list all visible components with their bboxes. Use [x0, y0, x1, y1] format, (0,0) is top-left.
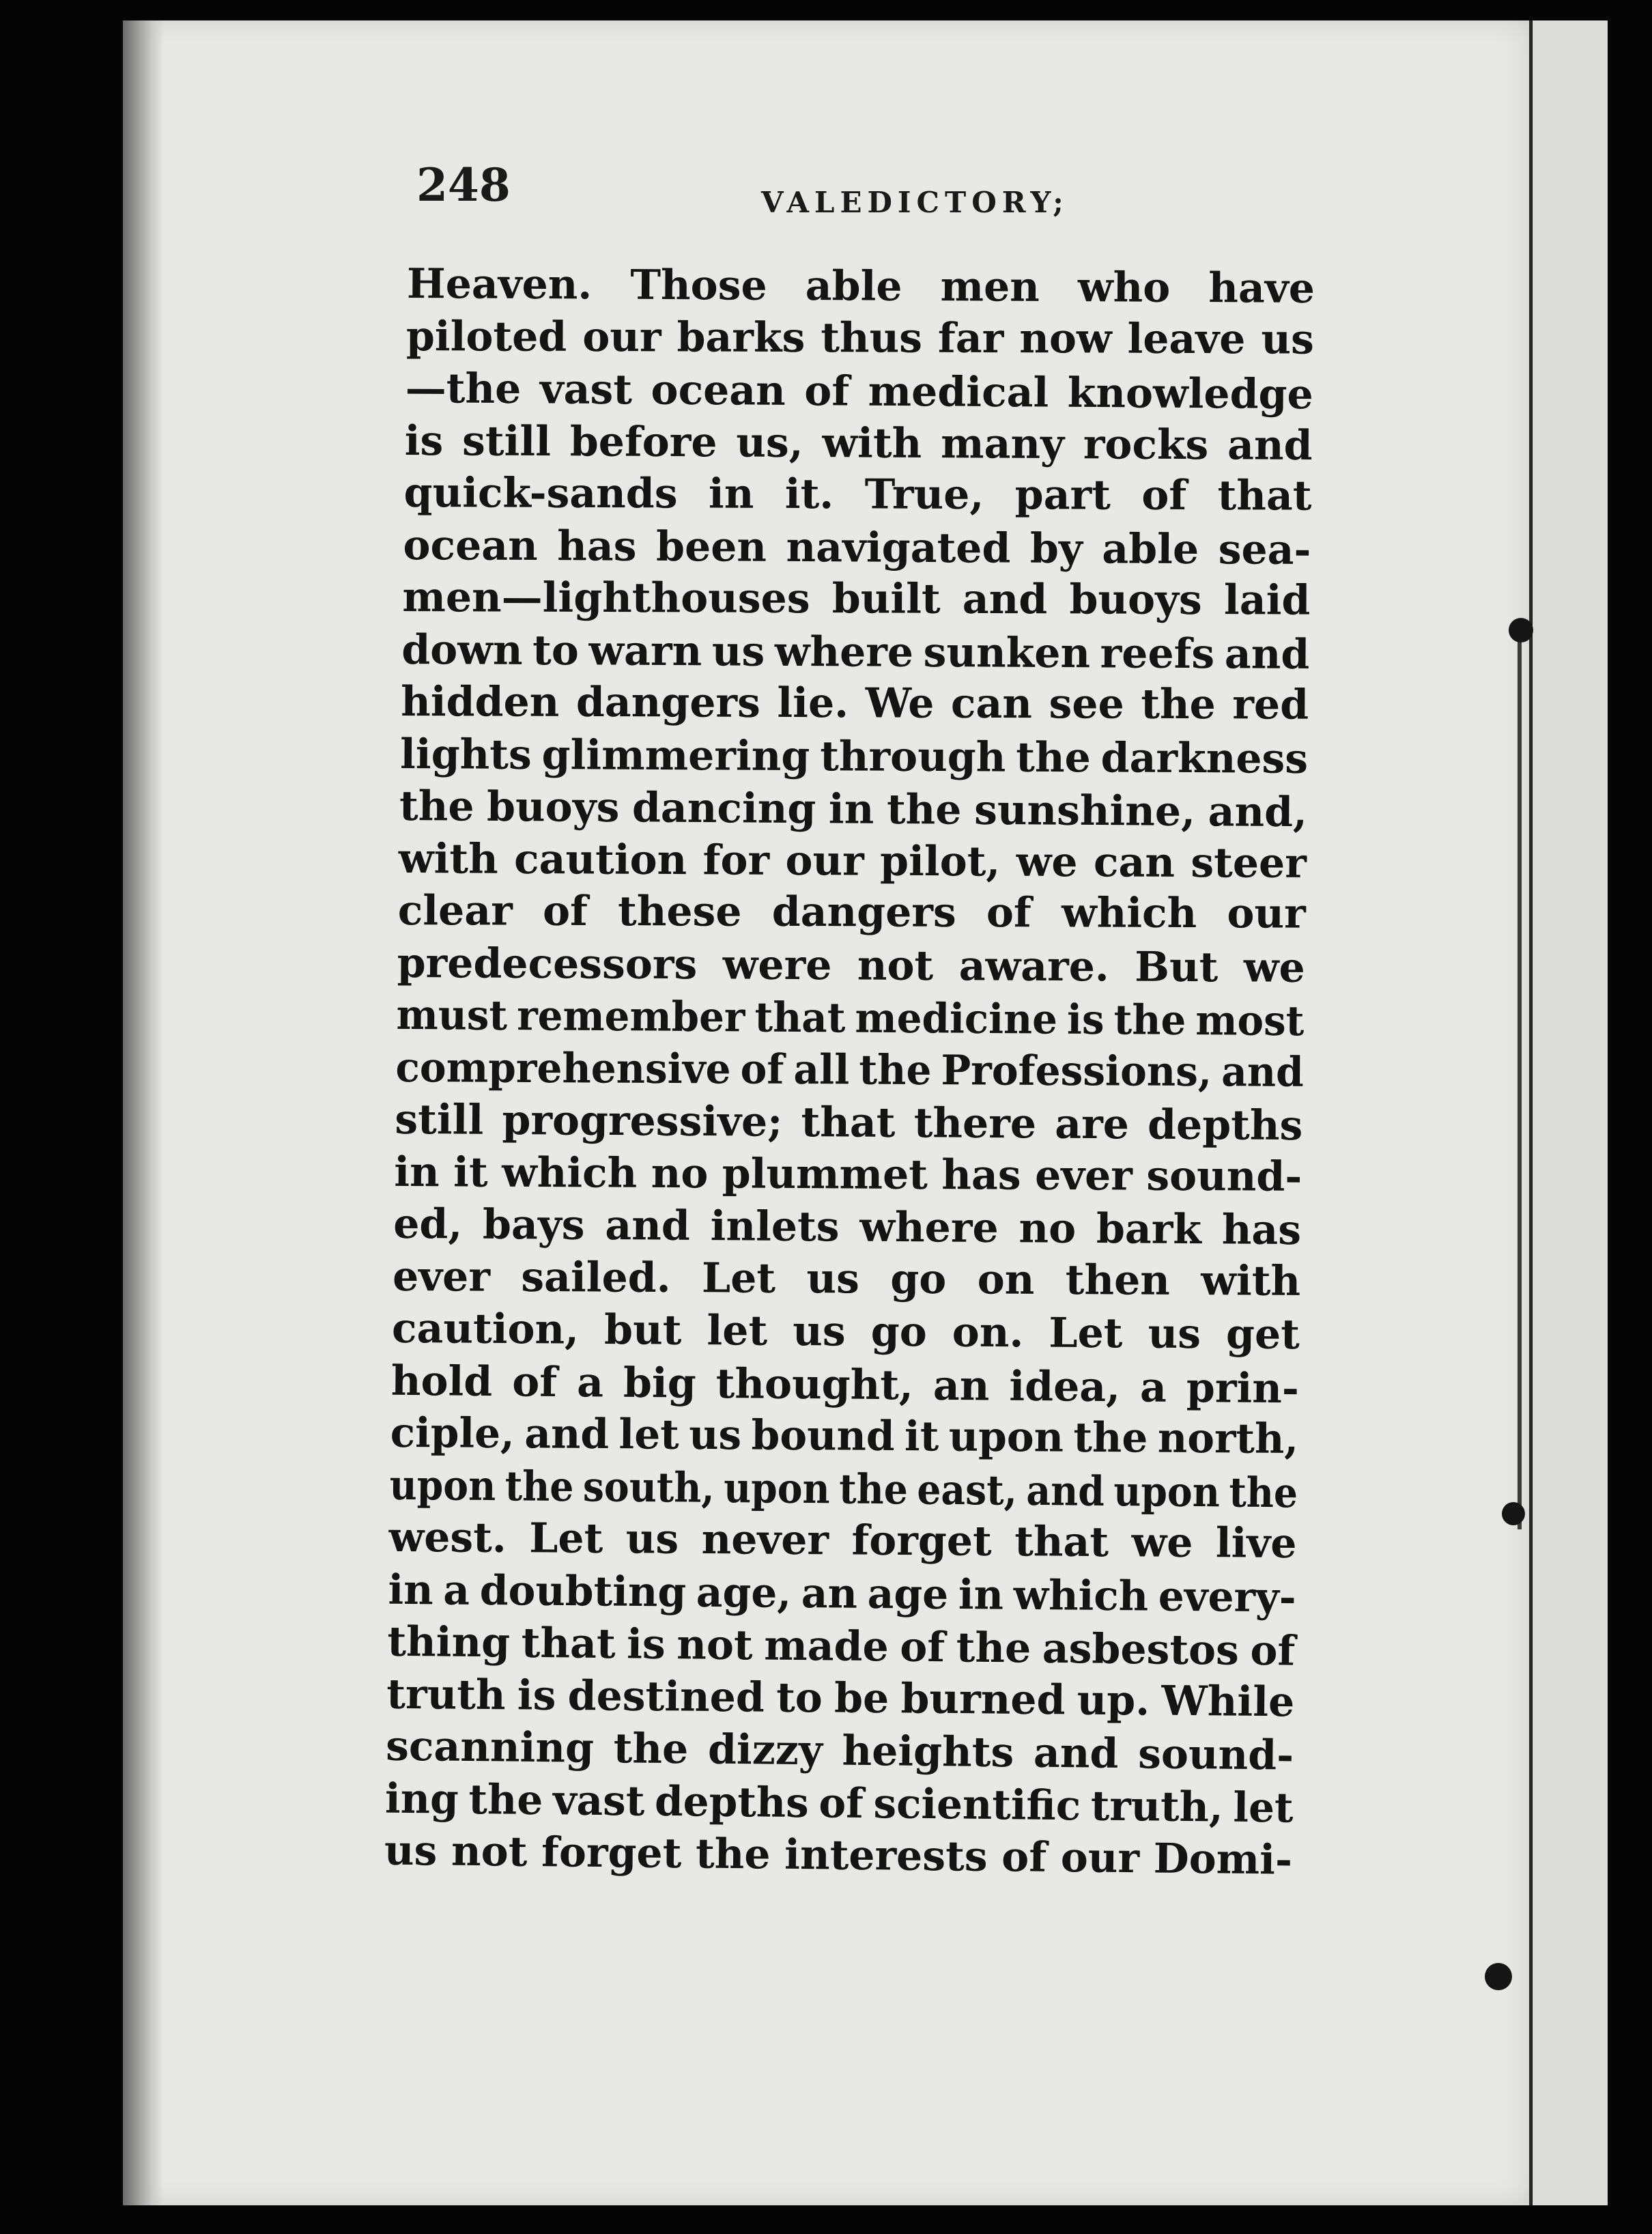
running-head: VALEDICTORY; [761, 186, 1069, 219]
text-line: Heaven. Those able men who have [406, 260, 1315, 313]
page-gutter-shadow [123, 20, 164, 2205]
text-line: caution, but let us go on. Let us get [391, 1304, 1300, 1359]
page-number: 248 [416, 158, 511, 212]
text-line: ocean has been navigated by able sea- [403, 521, 1311, 574]
binding-hole-middle [1502, 1502, 1525, 1525]
text-line: ed, bays and inlets where no bark has [393, 1200, 1302, 1255]
text-line: thing that is not made of the asbestos of [387, 1617, 1296, 1676]
text-line: predecessors were not aware. But we [397, 939, 1305, 992]
text-line: upon the south, upon the east, and upon the [389, 1461, 1298, 1517]
text-line: down to warn us where sunken reefs and [401, 625, 1310, 679]
text-line: hold of a big thought, an idea, a prin- [390, 1357, 1300, 1413]
binding-hole-top [1509, 618, 1533, 642]
text-line: men—lighthouses built and buoys laid [402, 573, 1311, 625]
text-line: piloted our barks thus far now leave us [405, 312, 1314, 364]
text-line: hidden dangers lie. We can see the red [401, 677, 1309, 729]
text-line: still progressive; that there are depths [395, 1095, 1303, 1150]
body-text [384, 258, 1315, 1884]
text-line: quick-sands in it. True, part of that [403, 468, 1312, 520]
text-line: comprehensive of all the Professions, and [395, 1043, 1304, 1097]
text-line: is still before us, with many rocks and [404, 416, 1313, 470]
text-line: —the vast ocean of medical knowledge [405, 364, 1313, 419]
text-line: with caution for our pilot, we can steer [398, 834, 1307, 888]
text-line: clear of these dangers of which our [397, 886, 1306, 938]
text-line: lights glimmering through the darkness [399, 730, 1309, 783]
text-line: in a doubting age, an age in which every- [388, 1566, 1296, 1622]
text-line: us not forget the interests of our Domi- [384, 1826, 1293, 1884]
facing-page [1533, 20, 1608, 2205]
binding-hole-bottom [1485, 1963, 1512, 1990]
text-line: must remember that medicine is the most [396, 991, 1305, 1046]
text-line: truth is destined to be burned up. While [386, 1670, 1295, 1726]
facing-page-edge [1529, 20, 1532, 2205]
text-line: ing the vast depths of scientific truth, let [384, 1775, 1294, 1833]
text-line: ever sailed. Let us go on then with [392, 1252, 1301, 1305]
text-line: west. Let us never forget that we live [388, 1513, 1297, 1568]
text-line: scanning the dizzy heights and sound- [385, 1722, 1294, 1780]
text-line: the buoys dancing in the sunshine, and, [399, 782, 1308, 837]
text-line: in it which no plummet has ever sound- [394, 1148, 1302, 1201]
page-header [416, 158, 1372, 231]
text-line: ciple, and let us bound it upon the north, [390, 1409, 1299, 1464]
binding-thread [1518, 628, 1522, 1529]
